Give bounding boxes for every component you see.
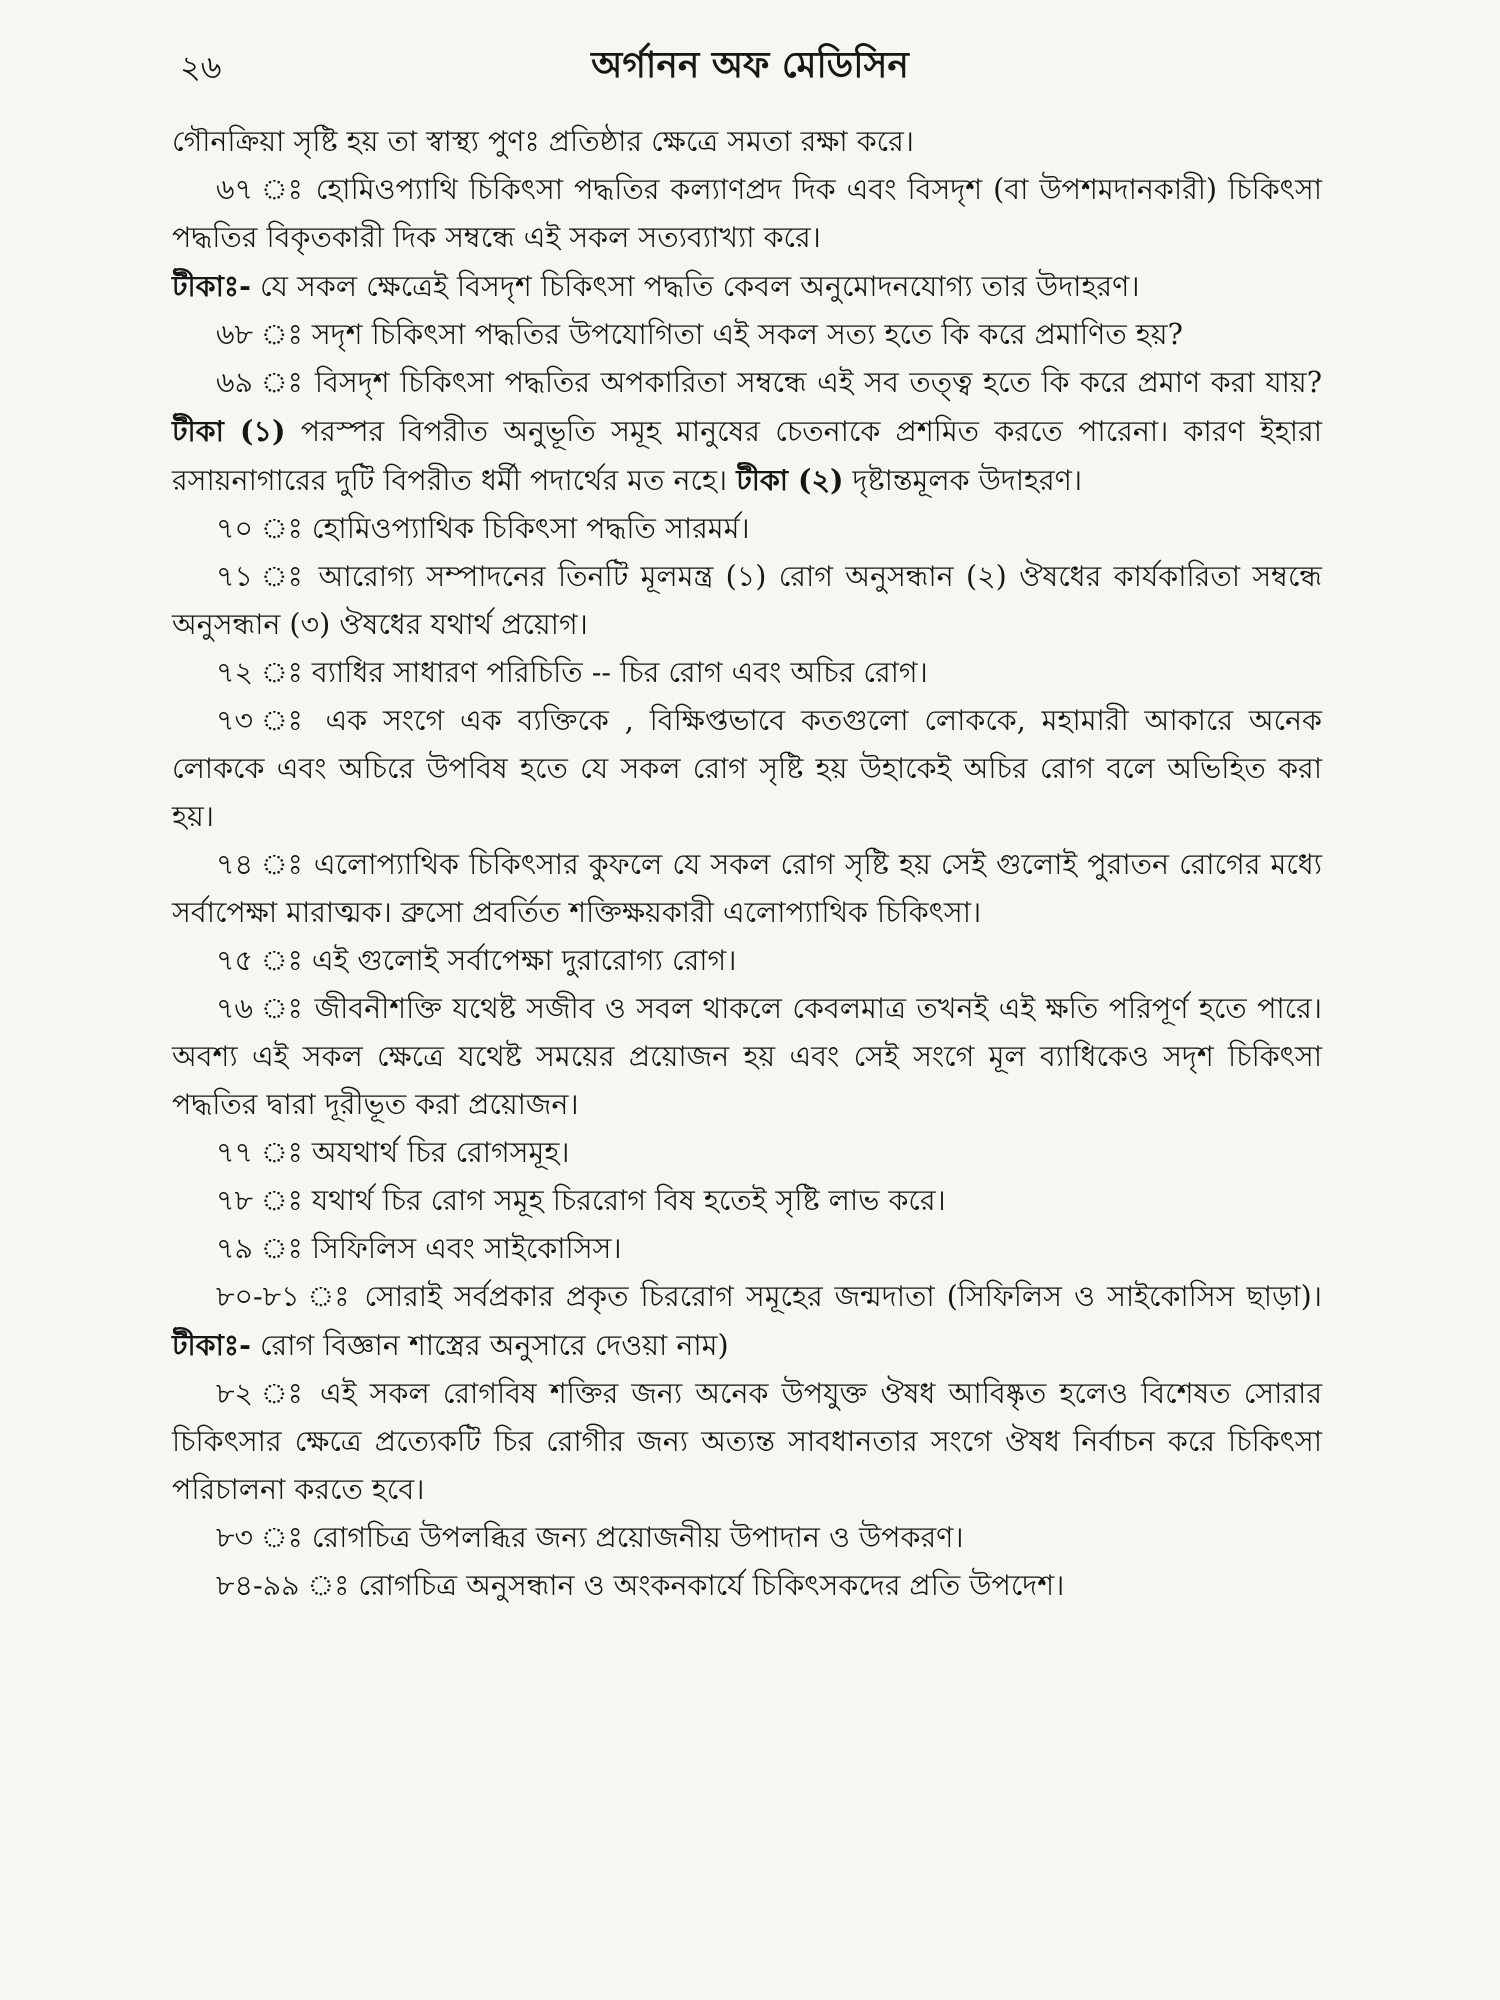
paragraph xyxy=(172,311,1322,359)
paragraph-text: গৌনক্রিয়া সৃষ্টি হয় তা স্বাস্থ্য পুণঃ প্রতিষ্ঠার ক্ষেত্রে সমতা রক্ষা করে। xyxy=(172,125,914,158)
paragraph-text: দৃষ্টান্তমূলক উদাহরণ। xyxy=(843,464,1083,497)
paragraph-text: ৭৯ ঃ সিফিলিস এবং সাইকোসিস। xyxy=(216,1232,622,1265)
paragraph xyxy=(172,1177,1322,1225)
paragraph-text: ৬৮ ঃ সদৃশ চিকিৎসা পদ্ধতির উপযোগিতা এই সকল সত্য হতে কি করে প্রমাণিত হয়? xyxy=(216,318,1183,351)
paragraph-text: ৮৩ ঃ রোগচিত্র উপলব্ধির জন্য প্রয়োজনীয় উপাদান ও উপকরণ। xyxy=(216,1521,964,1554)
paragraph-text: ৭৬ ঃ জীবনীশক্তি যথেষ্ট সজীব ও সবল থাকলে কেবলমাত্র তখনই এই ক্ষতি পরিপূর্ণ হতে পারে। অবশ্য এই সকল ক্ষেত্রে যথেষ্ট সময়ের প্রয়োজন হয় এবং সেই সংগে মূল ব্যাধিকেও সদৃশ চিকিৎসা পদ্ধতির দ্বারা দূরীভূত করা প্রয়োজন। xyxy=(172,992,1322,1121)
paragraph-text: ৭৮ ঃ যথার্থ চির রোগ সমূহ চিররোগ বিষ হতেই সৃষ্টি লাভ করে। xyxy=(216,1184,946,1217)
body-text xyxy=(172,118,1322,1610)
paragraph xyxy=(172,1225,1322,1273)
paragraph-text: ৮২ ঃ এই সকল রোগবিষ শক্তির জন্য অনেক উপযুক্ত ঔষধ আবিষ্কৃত হলেও বিশেষত সোরার চিকিৎসার ক্ষেত্রে প্রত্যেকটি চির রোগীর জন্য অত্যন্ত সাবধানতার সংগে ঔষধ নির্বাচন করে চিকিৎসা পরিচালনা করতে হবে। xyxy=(172,1377,1322,1506)
paragraph-text: রোগ বিজ্ঞান শাস্ত্রের অনুসারে দেওয়া নাম) xyxy=(250,1329,729,1362)
paragraph xyxy=(172,649,1322,697)
paragraph-text: ৭১ ঃ আরোগ্য সম্পাদনের তিনটি মূলমন্ত্র (১) রোগ অনুসন্ধান (২) ঔষধের কার্যকারিতা সম্বন্ধে অনুসন্ধান (৩) ঔষধের যথার্থ প্রয়োগ। xyxy=(172,560,1322,641)
running-title: অর্গানন অফ মেডিসিন xyxy=(591,44,909,86)
paragraph xyxy=(172,359,1322,505)
paragraph xyxy=(172,118,1322,166)
note-label: টীকাঃ- xyxy=(172,269,251,303)
paragraph-text: ৭৩ ঃ এক সংগে এক ব্যক্তিকে , বিক্ষিপ্তভাবে কতগুলো লোককে, মহামারী আকারে অনেক লোককে এবং অচিরে উপবিষ হতে যে সকল রোগ সৃষ্টি হয় উহাকেই অচির রোগ বলে অভিহিত করা হয়। xyxy=(172,704,1322,833)
page-header xyxy=(0,38,1500,98)
paragraph-text: ৮০-৮১ ঃ সোরাই সর্বপ্রকার প্রকৃত চিররোগ সমূহের জন্মদাতা (সিফিলিস ও সাইকোসিস ছাড়া)। xyxy=(216,1280,1322,1313)
paragraph-text: পরস্পর বিপরীত অনুভূতি সমূহ মানুষের চেতনাকে প্রশমিত করতে পারেনা। কারণ ইহারা রসায়নাগারের দুটি বিপরীত ধর্মী পদার্থের মত নহে। xyxy=(172,415,1322,497)
paragraph xyxy=(172,166,1322,262)
paragraph xyxy=(172,697,1322,841)
paragraph xyxy=(172,262,1322,311)
paragraph xyxy=(172,841,1322,937)
paragraph-text: ৭৭ ঃ অযথার্থ চির রোগসমূহ। xyxy=(216,1136,570,1169)
paragraph xyxy=(172,1562,1322,1610)
note-label: টীকাঃ- xyxy=(172,1328,251,1362)
paragraph xyxy=(172,1370,1322,1514)
note-label: টীকা (১) xyxy=(172,414,286,448)
page-number: ২৬ xyxy=(180,48,222,86)
paragraph-text: ৭০ ঃ হোমিওপ্যাথিক চিকিৎসা পদ্ধতি সারমর্ম। xyxy=(216,512,750,545)
paragraph-text: ৭৫ ঃ এই গুলোই সর্বাপেক্ষা দুরারোগ্য রোগ। xyxy=(216,944,737,977)
paragraph-text: ৭২ ঃ ব্যাধির সাধারণ পরিচিতি -- চির রোগ এবং অচির রোগ। xyxy=(216,656,928,689)
paragraph xyxy=(172,937,1322,985)
paragraph xyxy=(172,1273,1322,1370)
paragraph xyxy=(172,1129,1322,1177)
paragraph-text: ৮৪-৯৯ ঃ রোগচিত্র অনুসন্ধান ও অংকনকার্যে চিকিৎসকদের প্রতি উপদেশ। xyxy=(216,1569,1065,1602)
paragraph-text: ৭৪ ঃ এলোপ্যাথিক চিকিৎসার কুফলে যে সকল রোগ সৃষ্টি হয় সেই গুলোই পুরাতন রোগের মধ্যে সর্বাপেক্ষা মারাত্মক। ব্রুসো প্রবর্তিত শক্তিক্ষয়কারী এলোপ্যাথিক চিকিৎসা। xyxy=(172,848,1322,929)
paragraph-text: ৬৭ ঃ হোমিওপ্যাথি চিকিৎসা পদ্ধতির কল্যাণপ্রদ দিক এবং বিসদৃশ (বা উপশমদানকারী) চিকিৎসা পদ্ধতির বিকৃতকারী দিক সম্বন্ধে এই সকল সত্যব্যাখ্যা করে। xyxy=(172,173,1322,254)
paragraph xyxy=(172,505,1322,553)
paragraph xyxy=(172,1514,1322,1562)
note-label: টীকা (২) xyxy=(736,463,844,497)
paragraph-text: ৬৯ ঃ বিসদৃশ চিকিৎসা পদ্ধতির অপকারিতা সম্বন্ধে এই সব তত্ত্ব হতে কি করে প্রমাণ করা যায়? xyxy=(216,366,1322,399)
paragraph xyxy=(172,553,1322,649)
paragraph-text: যে সকল ক্ষেত্রেই বিসদৃশ চিকিৎসা পদ্ধতি কেবল অনুমোদনযোগ্য তার উদাহরণ। xyxy=(250,270,1140,303)
paragraph xyxy=(172,985,1322,1129)
